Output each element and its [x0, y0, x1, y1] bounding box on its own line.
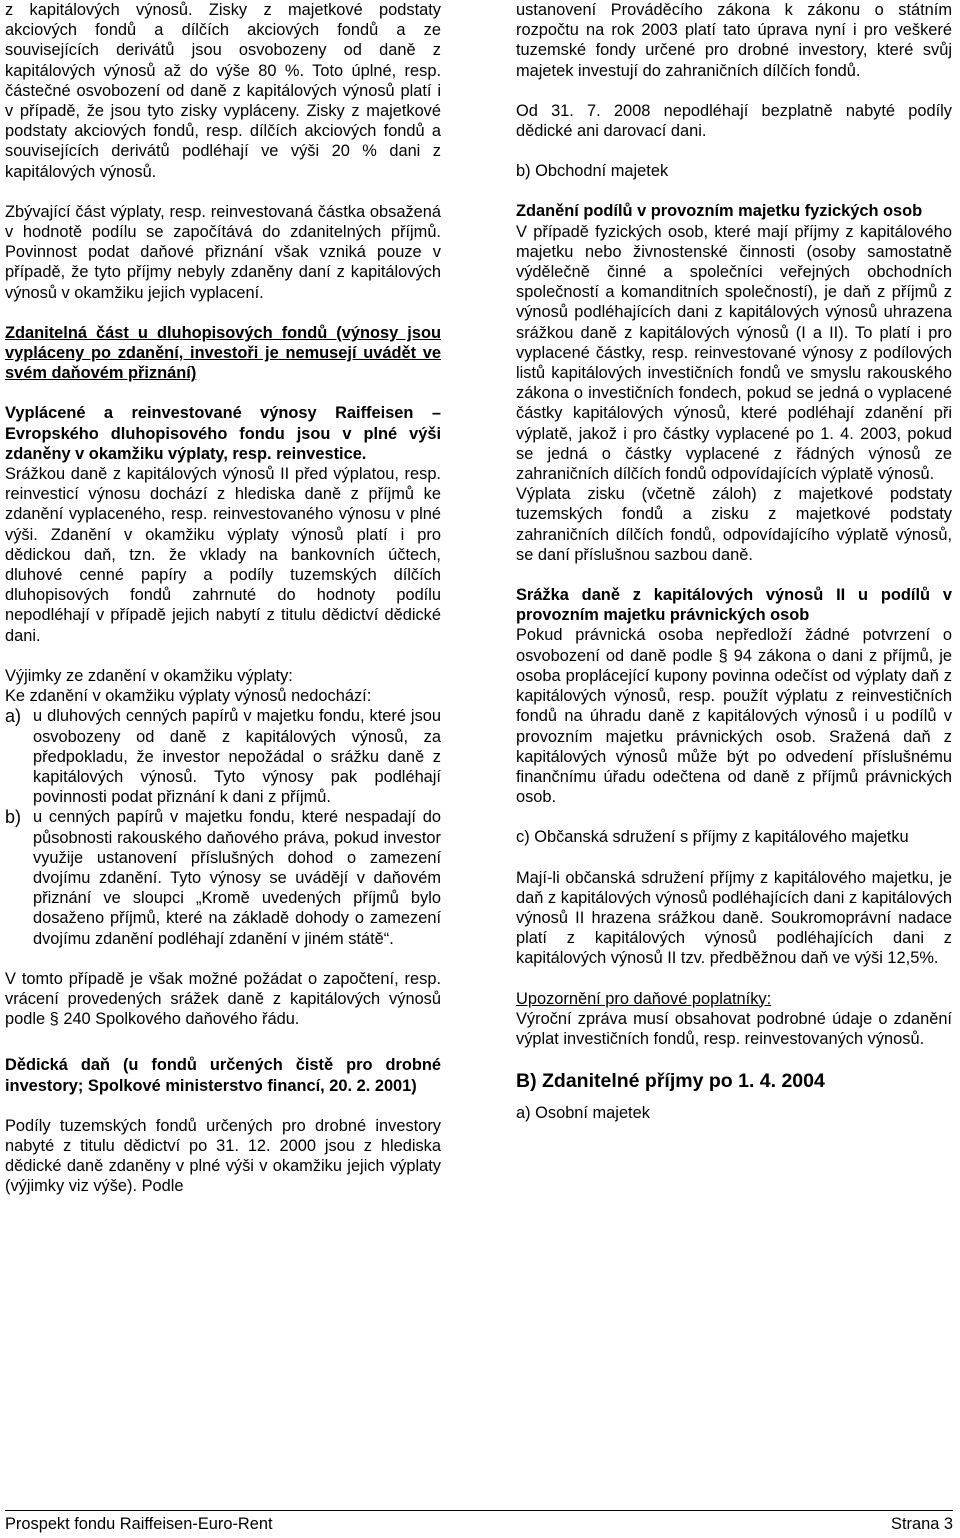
paragraph: z kapitálových výnosů. Zisky z majetkové podstaty akciových fondů a dílčích akciových fondů a ze souvisejících derivátů jsou osvobozeny od daně z kapitálových výnosů až do výše 80 %. Toto úplné, resp. částečné osvobození od daně z kapitálových výnosů platí i v případě, že jsou tyto zisky vypláceny. Zisky z majetkové podstaty akciových fondů, resp. dílčích akciových fondů a souvisejících derivátů podléhají ve výši 20 % dani z kapitálových výnosů.: [5, 1, 441, 181]
paragraph: V tomto případě je však možné požádat o započtení, resp. vrácení provedených srážek daně z kapitálových výnosů podle § 240 Spolkového daňového řádu.: [5, 969, 441, 1029]
paragraph: Výjimky ze zdanění v okamžiku výplaty:: [5, 666, 293, 685]
paragraph: Od 31. 7. 2008 nepodléhají bezplatně nabyté podíly dědické ani darovací dani.: [516, 101, 952, 141]
page-footer: [5, 1510, 953, 1535]
paragraph: Podíly tuzemských fondů určených pro drobné investory nabyté z titulu dědictví po 31. 12. 2000 jsou z hlediska dědické daně zdaněny v plné výši v okamžiku jejich výplaty (výjimky viz výše). Podle: [5, 1116, 441, 1196]
right-column: [516, 0, 952, 1123]
paragraph: Srážkou daně z kapitálových výnosů II před výplatou, resp. reinvesticí výnosu dochází z hlediska daně z příjmů ke zdanění vyplaceného, resp. reinvestovaného výnosu v plné výši. Zdanění v okamžiku výplaty výnosů platí i pro dědickou daň, tzn. že vklady na bankovních účtech, dluhové cenné papíry a podíly tuzemských dílčích dluhopisových fondů zahrnuté do hodnoty podílu nepodléhají v případě jejich nabytí z titulu dědictví dědické dani.: [5, 465, 441, 645]
list-item-text: u dluhových cenných papírů v majetku fondu, které jsou osvobozeny od daně z kapitálových výnosů, za předpokladu, že investor nepožádal o srážku daně z kapitálových výnosů. Tyto výnosy pak podléhají povinnosti podat přiznání k dani z příjmů.: [33, 707, 441, 807]
section-heading: Vyplácené a reinvestované výnosy Raiffeisen – Evropského dluhopisového fondu jsou v plné výši zdaněny v okamžiku výplaty, resp. reinvestice.: [5, 404, 441, 463]
paragraph: Pokud právnická osoba nepředloží žádné potvrzení o osvobození od daně podle § 94 zákona o dani z příjmů, je osoba proplácející kupony povinna odečíst od výplaty daň z kapitálových výnosů, resp. použít výplatu z reinvestičních fondů na úhradu daně z kapitálových výnosů i u podílů v provozním majetku právnických osob. Sražená daň z kapitálových výnosů může být po odvedení příslušnému finančnímu úřadu odečtena od daně z příjmů právnických osob.: [516, 626, 952, 807]
section-heading: Zdanění podílů v provozním majetku fyzických osob: [516, 202, 923, 221]
list-item-text: u cenných papírů v majetku fondu, které nespadají do působnosti rakouského daňového práva, pokud investor využije ustanovení příslušných dohod o zamezení dvojímu zdanění. Tyto výnosy se uvádějí v daňovém přiznání ve sloupci „Kromě uvedených příjmů bylo dosaženo příjmů, které na základě dohody o zamezení dvojímu zdanění podléhají zdanění v jiném státě“.: [33, 808, 441, 948]
section-heading: Srážka daně z kapitálových výnosů II u podílů v provozním majetku právnických osob: [516, 586, 952, 625]
section-title: B) Zdanitelné příjmy po 1. 4. 2004: [516, 1070, 825, 1093]
subsection-label: c) Občanská sdružení s příjmy z kapitálového majetku: [516, 828, 909, 847]
paragraph: Zbývající část výplaty, resp. reinvestovaná částka obsažená v hodnotě podílu se započítává do zdanitelných příjmů. Povinnost podat daňové přiznání však vzniká pouze v případě, že tyto příjmy nebyly zdaněny daní z kapitálových výnosů v okamžiku jejich vyplacení.: [5, 202, 441, 302]
left-column: [5, 0, 441, 1197]
list-item: [5, 706, 441, 807]
paragraph: V případě fyzických osob, které mají příjmy z kapitálového majetku nebo živnostenské činnosti (osoby samostatně výdělečně činné a společníci veřejných obchodních společností a komanditních společností), je daň z příjmů z výnosů podléhajících dani z kapitálových výnosů uhrazena srážkou daně z kapitálových výnosů (I a II). To platí i pro vyplacené částky, resp. reinvestované výnosy z podílových listů kapitálových investičních fondů ve smyslu rakouského zákona o investičních fondech, pokud se jedná o vyplacené částky kapitálových výnosů, které podléhají zdanění při výplatě, jakož i pro částky vyplacené po 1. 4. 2003, pokud se jedná o částky vyplacené z řádných výnosů ze zahraničních dílčích fondů odpovídajících výplatě výnosů.: [516, 222, 952, 484]
paragraph: Výroční zpráva musí obsahovat podrobné údaje o zdanění výplat investičních fondů, resp. reinvestovaných výnosů.: [516, 1009, 952, 1048]
list-marker: a): [5, 706, 22, 727]
paragraph: ustanovení Prováděcího zákona k zákonu o státním rozpočtu na rok 2003 platí tato úprava nyní i pro veškeré tuzemské fondy určené pro drobné investory, které svůj majetek investují do zahraničních dílčích fondů.: [516, 1, 952, 80]
paragraph: Ke zdanění v okamžiku výplaty výnosů nedochází:: [5, 687, 372, 706]
subsection-label: b) Obchodní majetek: [516, 162, 669, 181]
paragraph: Výplata zisku (včetně záloh) z majetkové podstaty tuzemských fondů a zisku z majetkové podstaty zahraničních dílčích fondů, odpovídajícího výplatě výnosů, se daní příslušnou sazbou daně.: [516, 485, 952, 564]
section-heading: Dědická daň (u fondů určených čistě pro drobné investory; Spolkové ministerstvo financí, 20. 2. 2001): [5, 1056, 441, 1095]
section-heading: Zdanitelná část u dluhopisových fondů (výnosy jsou vypláceny po zdanění, investoři je nemusejí uvádět ve svém daňovém přiznání): [5, 323, 441, 383]
paragraph: Mají-li občanská sdružení příjmy z kapitálového majetku, je daň z kapitálových výnosů podléhajících dani z kapitálových výnosů II hrazena srážkou daně. Soukromoprávní nadace platí z kapitálových výnosů podléhajících dani z kapitálových výnosů II tzv. předběžnou daň ve výši 12,5%.: [516, 868, 952, 968]
subsection-label: a) Osobní majetek: [516, 1104, 650, 1123]
notice-heading: Upozornění pro daňové poplatníky:: [516, 989, 772, 1008]
footer-title: Prospekt fondu Raiffeisen-Euro-Rent: [5, 1515, 273, 1533]
list-item: [5, 807, 441, 948]
list-marker: b): [5, 807, 22, 828]
page-number: Strana 3: [891, 1515, 953, 1533]
